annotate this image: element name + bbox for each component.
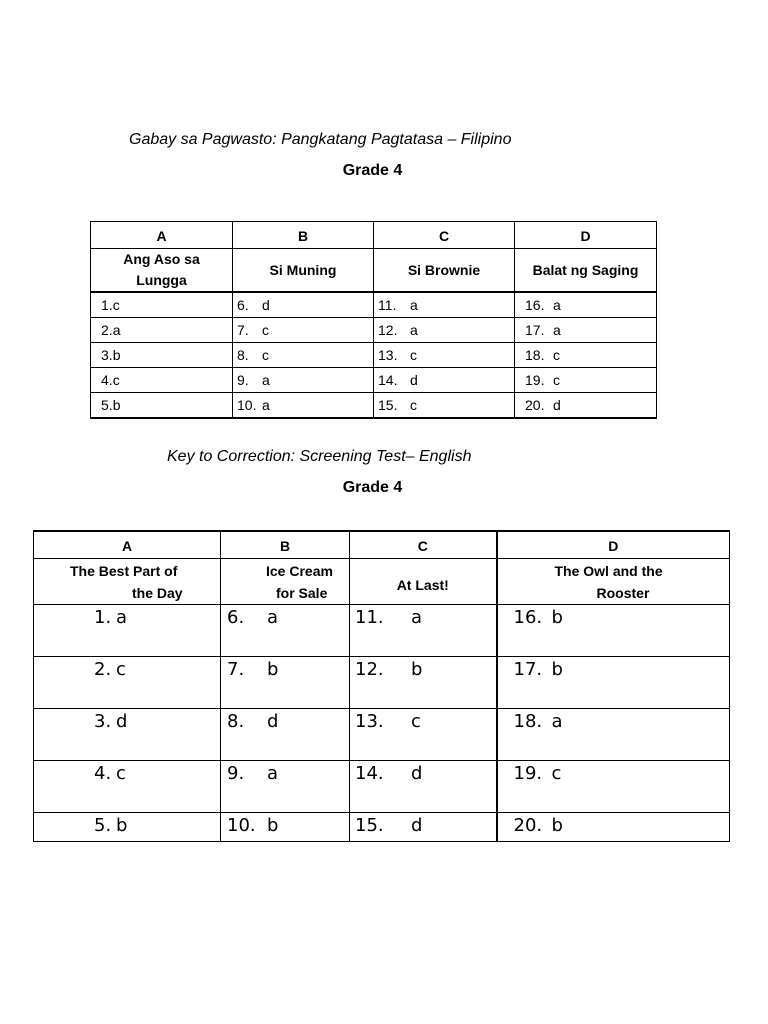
- answer-row: [34, 709, 730, 761]
- item-number: 5.: [101, 397, 113, 413]
- answer-letter: c: [112, 297, 120, 313]
- answer-cell: [350, 813, 497, 842]
- answer-cell: [34, 657, 221, 709]
- answer-cell: [374, 292, 515, 318]
- story-title-line: At Last!: [396, 576, 449, 593]
- item-number: 19.: [525, 372, 545, 388]
- answer-letter: d: [553, 397, 561, 413]
- answer-cell: [221, 605, 350, 657]
- answer-letter: a: [410, 322, 418, 338]
- answer-letter: c: [262, 347, 269, 363]
- answer-cell: [497, 709, 730, 761]
- english-letter-row: [34, 531, 730, 559]
- column-letter: B: [221, 531, 350, 559]
- story-title-line: the Day: [132, 584, 183, 601]
- answer-cell: [221, 761, 350, 813]
- answer-row: [91, 368, 657, 393]
- item-number: 1.: [101, 297, 113, 313]
- answer-cell: [91, 292, 233, 318]
- answer-cell: [233, 393, 374, 419]
- item-number: 8.: [227, 711, 245, 732]
- answer-row: [34, 657, 730, 709]
- filipino-answer-table: [90, 221, 657, 419]
- story-title-line: The Owl and the: [554, 562, 663, 579]
- answer-letter: a: [267, 763, 279, 784]
- answer-row: [34, 605, 730, 657]
- story-title: [497, 559, 730, 605]
- item-number: 3.: [101, 347, 113, 363]
- answer-row: [91, 393, 657, 419]
- item-number: 8.: [237, 347, 249, 363]
- answer-cell: [34, 709, 221, 761]
- answer-row: [91, 343, 657, 368]
- column-letter: B: [233, 222, 374, 249]
- answer-cell: [350, 761, 497, 813]
- answer-row: [34, 761, 730, 813]
- item-number: 6.: [237, 297, 249, 313]
- item-number: 2.: [94, 659, 112, 680]
- answer-cell: [91, 318, 233, 343]
- item-number: 18.: [525, 347, 545, 363]
- answer-letter: c: [116, 763, 126, 784]
- item-number: 12.: [378, 322, 398, 338]
- answer-letter: b: [551, 659, 563, 680]
- answer-letter: a: [410, 297, 418, 313]
- filipino-grade: Grade 4: [342, 162, 403, 179]
- story-title: Balat ng Saging: [515, 249, 657, 293]
- story-title: [350, 559, 497, 605]
- answer-letter: d: [410, 372, 418, 388]
- column-letter: C: [350, 531, 497, 559]
- answer-cell: [374, 318, 515, 343]
- story-title: [221, 559, 350, 605]
- item-number: 9.: [237, 372, 249, 388]
- answer-row: [34, 813, 730, 842]
- story-title-line: for Sale: [276, 584, 328, 601]
- answer-cell: [34, 605, 221, 657]
- answer-cell: [350, 605, 497, 657]
- item-number: 7.: [227, 659, 245, 680]
- item-number: 17.: [513, 659, 543, 680]
- answer-cell: [497, 761, 730, 813]
- answer-letter: a: [553, 322, 561, 338]
- answer-letter: a: [262, 397, 270, 413]
- item-number: 4.: [94, 763, 112, 784]
- answer-letter: b: [112, 347, 121, 363]
- answer-letter: d: [267, 711, 279, 732]
- filipino-letter-row: [91, 222, 657, 249]
- answer-cell: [515, 368, 657, 393]
- answer-cell: [91, 368, 233, 393]
- answer-cell: [233, 318, 374, 343]
- item-number: 7.: [237, 322, 249, 338]
- item-number: 14.: [378, 372, 398, 388]
- answer-letter: b: [116, 815, 128, 836]
- item-number: 13.: [378, 347, 398, 363]
- answer-cell: [233, 343, 374, 368]
- story-title: [34, 559, 221, 605]
- item-number: 15.: [378, 397, 398, 413]
- item-number: 3.: [94, 711, 112, 732]
- filipino-title: Gabay sa Pagwasto: Pangkatang Pagtatasa – Filipino: [129, 131, 512, 148]
- answer-letter: b: [112, 397, 121, 413]
- answer-letter: a: [411, 607, 423, 628]
- answer-letter: a: [553, 297, 561, 313]
- item-number: 4.: [101, 372, 113, 388]
- answer-letter: b: [267, 659, 279, 680]
- answer-letter: a: [112, 322, 121, 338]
- answer-cell: [233, 368, 374, 393]
- item-number: 9.: [227, 763, 245, 784]
- item-number: 6.: [227, 607, 245, 628]
- answer-cell: [221, 657, 350, 709]
- answer-cell: [221, 813, 350, 842]
- answer-cell: [233, 292, 374, 318]
- answer-letter: a: [267, 607, 279, 628]
- item-number: 5.: [94, 815, 112, 836]
- answer-row: [91, 292, 657, 318]
- answer-letter: d: [411, 815, 423, 836]
- answer-cell: [34, 813, 221, 842]
- answer-cell: [374, 343, 515, 368]
- answer-cell: [350, 709, 497, 761]
- story-title: Ang Aso sa Lungga: [91, 249, 233, 293]
- answer-cell: [221, 709, 350, 761]
- english-grade: Grade 4: [342, 479, 403, 496]
- story-title-line: Ice Cream: [266, 562, 333, 579]
- item-number: 10.: [227, 815, 256, 836]
- answer-letter: d: [411, 763, 423, 784]
- item-number: 19.: [513, 763, 543, 784]
- column-letter: D: [515, 222, 657, 249]
- answer-cell: [497, 813, 730, 842]
- item-number: 17.: [525, 322, 545, 338]
- answer-letter: b: [551, 815, 563, 836]
- answer-cell: [374, 368, 515, 393]
- item-number: 11.: [355, 607, 384, 628]
- answer-letter: d: [116, 711, 128, 732]
- filipino-story-row: [91, 249, 657, 293]
- answer-cell: [515, 318, 657, 343]
- answer-cell: [515, 393, 657, 419]
- column-letter: A: [34, 531, 221, 559]
- item-number: 16.: [525, 297, 545, 313]
- answer-letter: a: [262, 372, 270, 388]
- answer-letter: c: [112, 372, 120, 388]
- answer-letter: b: [411, 659, 423, 680]
- story-title: Si Muning: [233, 249, 374, 293]
- answer-letter: b: [267, 815, 279, 836]
- item-number: 16.: [513, 607, 543, 628]
- answer-letter: c: [551, 763, 562, 784]
- item-number: 2.: [101, 322, 113, 338]
- answer-letter: c: [410, 347, 417, 363]
- answer-letter: c: [116, 659, 126, 680]
- item-number: 11.: [378, 297, 397, 313]
- item-number: 15.: [355, 815, 384, 836]
- item-number: 20.: [513, 815, 543, 836]
- item-number: 20.: [525, 397, 545, 413]
- answer-letter: c: [553, 347, 560, 363]
- item-number: 13.: [355, 711, 384, 732]
- answer-letter: c: [411, 711, 421, 732]
- answer-cell: [374, 393, 515, 419]
- answer-letter: a: [116, 607, 128, 628]
- answer-letter: c: [410, 397, 417, 413]
- item-number: 18.: [513, 711, 543, 732]
- answer-cell: [515, 343, 657, 368]
- answer-cell: [515, 292, 657, 318]
- answer-letter: d: [262, 297, 270, 313]
- item-number: 1.: [94, 607, 112, 628]
- item-number: 12.: [355, 659, 384, 680]
- story-title: Si Brownie: [374, 249, 515, 293]
- answer-letter: c: [262, 322, 269, 338]
- answer-cell: [350, 657, 497, 709]
- answer-letter: c: [553, 372, 560, 388]
- answer-cell: [34, 761, 221, 813]
- item-number: 14.: [355, 763, 384, 784]
- story-title-line: The Best Part of: [70, 562, 178, 579]
- answer-cell: [91, 393, 233, 419]
- item-number: 10.: [237, 397, 257, 413]
- english-title: Key to Correction: Screening Test– English: [167, 448, 472, 465]
- story-title-line: Rooster: [596, 584, 650, 601]
- column-letter: A: [91, 222, 233, 249]
- answer-letter: b: [551, 607, 563, 628]
- column-letter: D: [497, 531, 730, 559]
- column-letter: C: [374, 222, 515, 249]
- answer-cell: [497, 657, 730, 709]
- english-story-row: [34, 559, 730, 605]
- answer-cell: [91, 343, 233, 368]
- english-answer-table: [33, 530, 730, 842]
- answer-row: [91, 318, 657, 343]
- answer-cell: [497, 605, 730, 657]
- answer-letter: a: [551, 711, 563, 732]
